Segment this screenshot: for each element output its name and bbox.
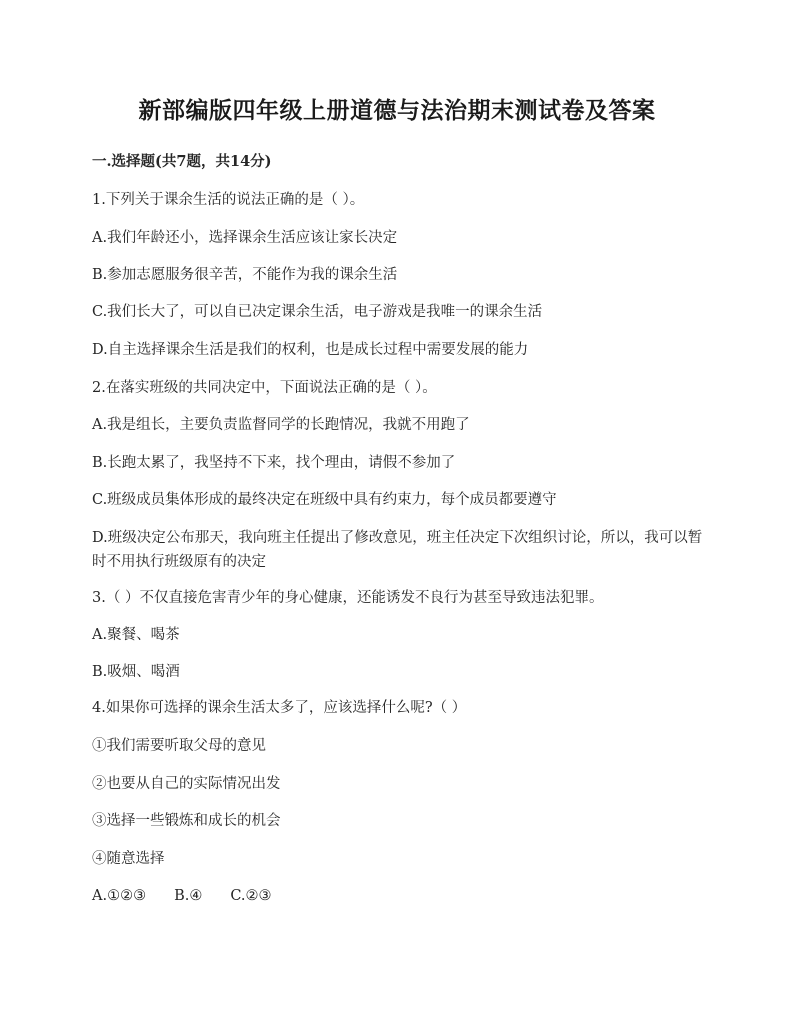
- question-4-item-1: ①我们需要听取父母的意见: [92, 738, 266, 754]
- question-4-stem: 4.如果你可选择的课余生活太多了，应该选择什么呢?（ ）: [92, 700, 467, 716]
- question-3-option-a: A.聚餐、喝茶: [92, 627, 180, 643]
- question-3-option-b: B.吸烟、喝酒: [92, 664, 180, 680]
- question-4-item-2: ②也要从自己的实际情况出发: [92, 776, 281, 792]
- question-2-option-b: B.长跑太累了，我坚持不下来，找个理由，请假不参加了: [92, 455, 456, 471]
- question-1-stem: 1.下列关于课余生活的说法正确的是（ ）。: [92, 192, 365, 208]
- question-4-option-b: B.④: [174, 888, 203, 904]
- question-4-options-row: [92, 884, 712, 908]
- question-4-option-a: A.①②③: [92, 888, 147, 904]
- question-4-item-4: ④随意选择: [92, 851, 165, 867]
- question-4-option-c: C.②③: [230, 888, 272, 904]
- question-1-option-b: B.参加志愿服务很辛苦，不能作为我的课余生活: [92, 267, 398, 283]
- document-title: 新部编版四年级上册道德与法治期末测试卷及答案: [138, 97, 656, 124]
- question-1-option-c: C.我们长大了，可以自已决定课余生活，电子游戏是我唯一的课余生活: [92, 304, 543, 320]
- question-2-option-d: D.班级决定公布那天，我向班主任提出了修改意见，班主任决定下次组织讨论，所以，我可以暂时不用执行班级原有的决定: [92, 530, 703, 570]
- section-heading: 一.选择题(共7题，共14分): [92, 153, 272, 170]
- question-1-option-d: D.自主选择课余生活是我们的权利，也是成长过程中需要发展的能力: [92, 342, 529, 358]
- question-4-item-3: ③选择一些锻炼和成长的机会: [92, 813, 281, 829]
- question-2-option-a: A.我是组长，主要负责监督同学的长跑情况，我就不用跑了: [92, 417, 470, 433]
- question-2-option-c: C.班级成员集体形成的最终决定在班级中具有约束力，每个成员都要遵守: [92, 492, 557, 508]
- question-2-stem: 2.在落实班级的共同决定中，下面说法正确的是（ ）。: [92, 380, 437, 396]
- question-3-stem: 3.（ ）不仅直接危害青少年的身心健康，还能诱发不良行为甚至导致违法犯罪。: [92, 590, 604, 606]
- question-1-option-a: A.我们年龄还小，选择课余生活应该让家长决定: [92, 230, 398, 246]
